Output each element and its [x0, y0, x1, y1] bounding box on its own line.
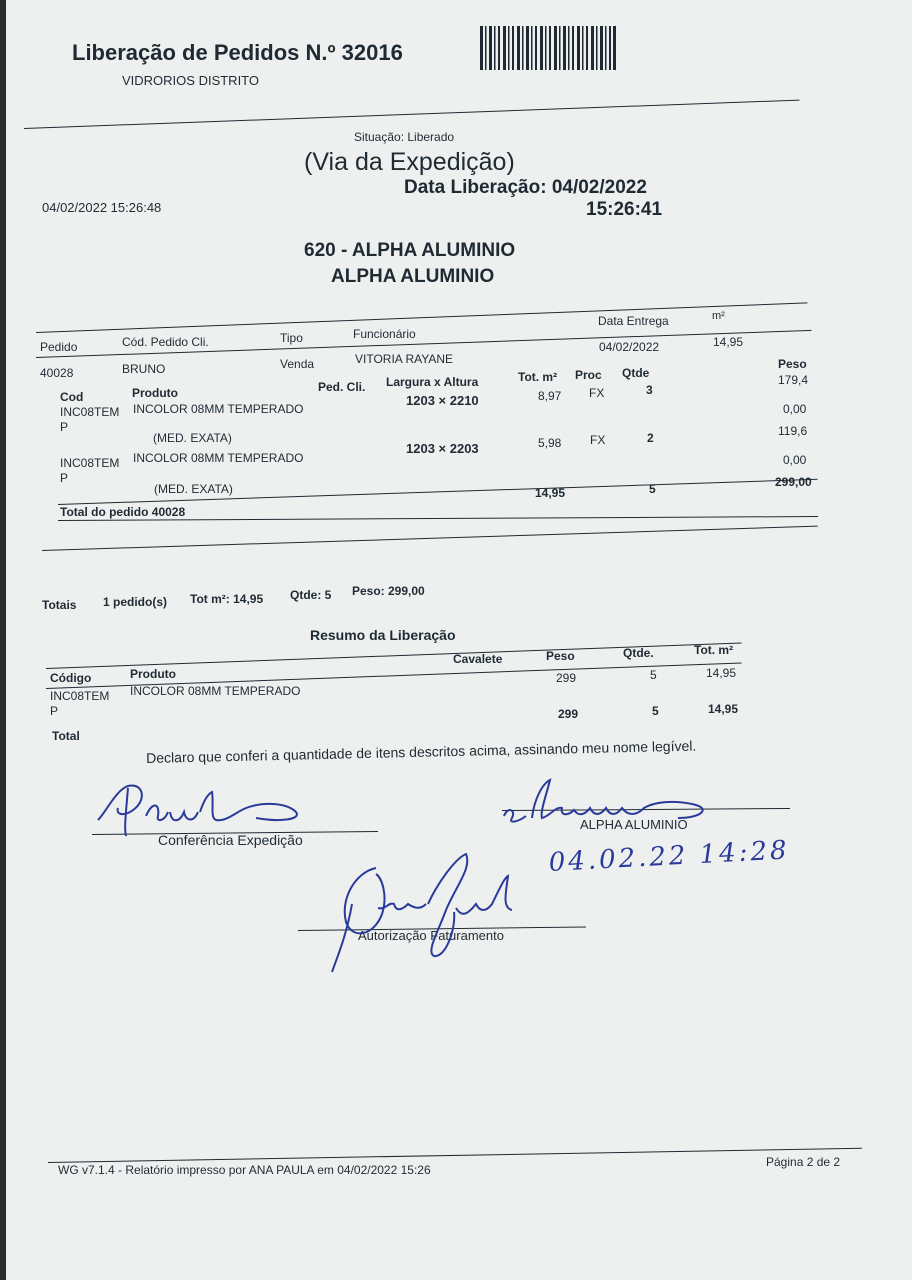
situacao-status: Situação: Liberado [354, 130, 455, 144]
item-qtde: 2 [647, 431, 654, 445]
barcode [480, 26, 616, 70]
item-col-tot-m2: Tot. m² [518, 370, 558, 384]
item-produto: INCOLOR 08MM TEMPERADO [133, 451, 304, 465]
item-cod: INC08TEM [60, 405, 120, 419]
order-total-m2: 14,95 [535, 486, 566, 500]
m2-value: 14,95 [713, 335, 744, 349]
order-top-divider [36, 302, 807, 333]
item-cod-continued: P [60, 420, 69, 434]
order-total-label: Total do pedido 40028 [60, 505, 186, 519]
header-divider [24, 100, 800, 129]
resumo-codigo-continued: P [50, 704, 59, 718]
resumo-total-tot-m2: 14,95 [708, 702, 739, 716]
printed-datetime: 04/02/2022 15:26:48 [42, 200, 162, 215]
order-total-qtde: 5 [649, 482, 656, 496]
resumo-total-qtde: 5 [652, 704, 659, 718]
item-col-peso: Peso [778, 357, 807, 371]
order-total-peso: 299,00 [775, 475, 812, 489]
totals-m2: Tot m²: 14,95 [190, 592, 264, 606]
cliente-label: ALPHA ALUMINIO [580, 817, 688, 832]
item-dimensions: 1203 × 2203 [406, 441, 479, 456]
resumo-tot-m2: 14,95 [706, 666, 737, 680]
item-col-proc: Proc [575, 368, 602, 382]
item-extra: 0,00 [783, 402, 807, 416]
totals-label: Totais [42, 598, 77, 612]
declaration-text: Declaro que conferi a quantidade de itens descritos acima, assinando meu nome legível. [146, 737, 697, 766]
conferencia-signature [86, 772, 326, 852]
resumo-title: Resumo da Liberação [310, 627, 456, 643]
item-cod: INC08TEM [60, 456, 120, 470]
item-produto: INCOLOR 08MM TEMPERADO [133, 402, 304, 416]
item-extra: 0,00 [783, 453, 807, 467]
item-proc: FX [590, 433, 606, 447]
item-peso: 119,6 [778, 424, 808, 438]
item-col-ped-cli: Ped. Cli. [318, 380, 366, 394]
document-title: Liberação de Pedidos N.º 32016 [72, 40, 403, 65]
item-dimensions: 1203 × 2210 [406, 393, 479, 408]
totals-pedidos: 1 pedido(s) [103, 595, 168, 609]
company-name: VIDRORIOS DISTRITO [122, 73, 259, 88]
resumo-qtde: 5 [650, 668, 657, 682]
resumo-col-peso: Peso [546, 649, 575, 663]
item-proc: FX [589, 386, 605, 400]
resumo-col-qtde: Qtde. [623, 646, 654, 660]
conferencia-label: Conferência Expedição [158, 832, 303, 848]
via-label: (Via da Expedição) [304, 148, 515, 176]
resumo-peso: 299 [556, 671, 577, 685]
col-funcionario: Funcionário [353, 327, 416, 341]
col-cod-pedido-cli: Cód. Pedido Cli. [122, 335, 209, 349]
data-entrega-value: 04/02/2022 [599, 340, 660, 354]
cod-pedido-cli-value: BRUNO [122, 362, 166, 376]
item-col-qtde: Qtde [622, 366, 650, 380]
client-code-name: 620 - ALPHA ALUMINIO [304, 240, 516, 261]
item-peso: 179,4 [778, 373, 809, 387]
item-obs: (MED. EXATA) [154, 482, 233, 496]
item-col-cod: Cod [60, 390, 84, 404]
tipo-value: Venda [280, 357, 315, 371]
pedido-value: 40028 [40, 366, 74, 380]
resumo-col-tot-m2: Tot. m² [694, 643, 734, 657]
item-tot-m2: 8,97 [538, 389, 562, 403]
resumo-codigo: INC08TEM [50, 689, 110, 703]
document-page [6, 0, 912, 1280]
item-col-largura-altura: Largura x Altura [386, 375, 479, 389]
resumo-col-cavalete: Cavalete [453, 652, 503, 666]
totals-peso: Peso: 299,00 [352, 584, 425, 598]
order-section-divider [42, 526, 818, 551]
autorizacao-signature [316, 848, 536, 978]
resumo-produto: INCOLOR 08MM TEMPERADO [130, 684, 301, 698]
cliente-signature [498, 776, 728, 836]
autorizacao-label: Autorização Faturamento [358, 928, 504, 943]
item-tot-m2: 5,98 [538, 436, 562, 450]
col-m2: m² [712, 310, 725, 322]
item-obs: (MED. EXATA) [153, 431, 232, 445]
footer-printed-by: WG v7.1.4 - Relatório impresso por ANA PAULA em 04/02/2022 15:26 [58, 1163, 431, 1177]
funcionario-value: VITORIA RAYANE [355, 352, 454, 366]
item-cod-continued: P [60, 471, 69, 485]
resumo-total-peso: 299 [558, 707, 579, 721]
col-pedido: Pedido [40, 340, 78, 354]
item-col-produto: Produto [132, 386, 178, 400]
footer-page-number: Página 2 de 2 [766, 1155, 841, 1169]
resumo-col-codigo: Código [50, 671, 92, 685]
item-qtde: 3 [646, 383, 653, 397]
resumo-total-label: Total [52, 729, 80, 743]
data-liberacao-time: 15:26:41 [586, 199, 663, 220]
totals-qtde: Qtde: 5 [290, 588, 332, 602]
col-tipo: Tipo [280, 331, 303, 345]
footer-divider [48, 1148, 862, 1163]
data-liberacao: Data Liberação: 04/02/2022 [404, 177, 647, 198]
col-data-entrega: Data Entrega [598, 314, 669, 328]
client-name: ALPHA ALUMINIO [331, 266, 495, 287]
handwritten-date: 04.02.22 14:28 [548, 835, 791, 878]
resumo-col-produto: Produto [130, 667, 176, 681]
